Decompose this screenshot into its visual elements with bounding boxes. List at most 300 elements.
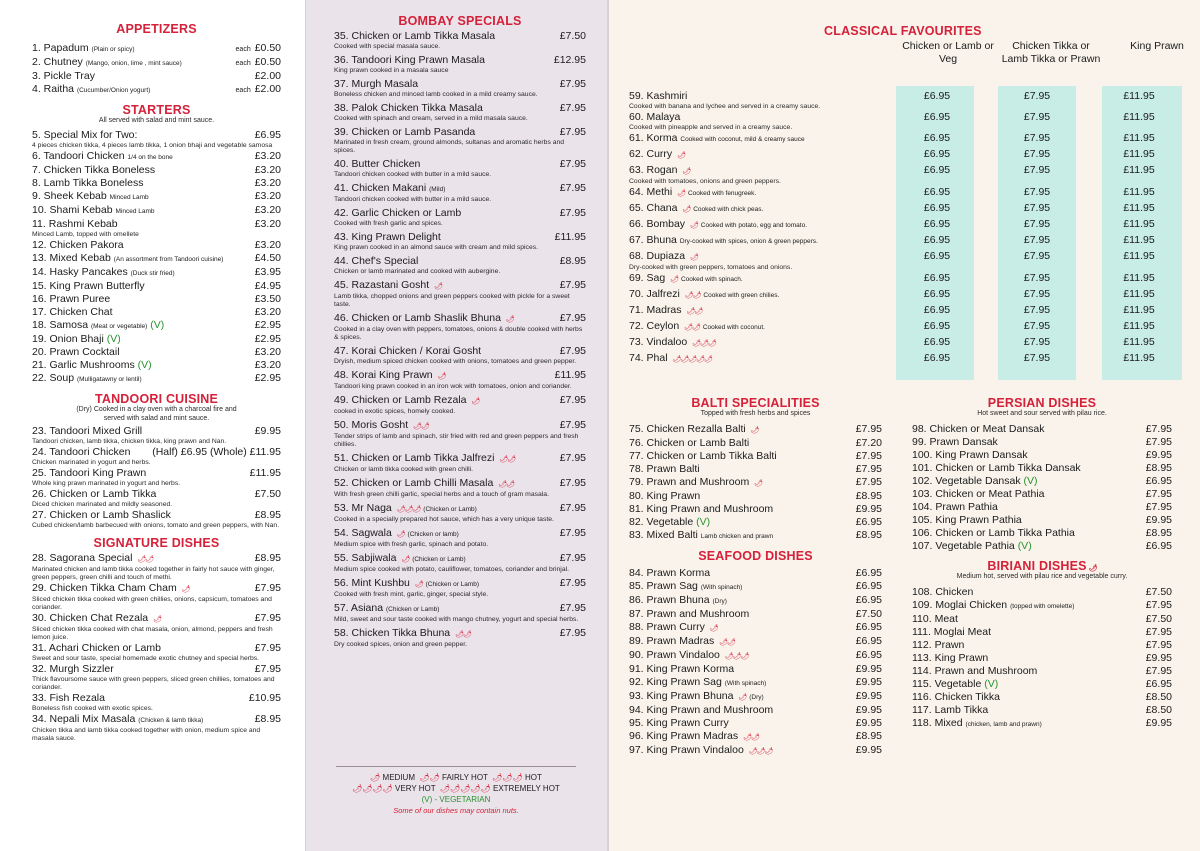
item-note: (Chicken or Lamb) — [385, 606, 440, 613]
item-note: (Dry) — [749, 693, 764, 701]
item-price: £4.95 — [254, 279, 281, 292]
menu-item — [334, 577, 586, 591]
item-note: Cooked with potato, egg and tomato. — [700, 222, 808, 229]
signature-list — [32, 552, 281, 743]
item-price: £7.95 — [559, 182, 586, 194]
item-name — [629, 148, 897, 162]
price-tikka-prawn: £7.95 — [1023, 132, 1051, 144]
item-title: 101. Chicken or Lamb Tikka Dansak — [912, 461, 1081, 474]
item-note: (Chicken or Lamb) — [425, 581, 480, 588]
item-name — [912, 691, 1146, 704]
menu-item — [629, 704, 882, 717]
item-note: Lamb chicken and prawn — [700, 532, 774, 540]
item-title: 15. King Prawn Butterfly — [32, 279, 145, 292]
item-name — [629, 516, 856, 529]
item-description: Chicken or lamb marinated and cooked with aubergine. — [334, 268, 501, 275]
item-price: £7.95 — [855, 475, 882, 488]
column-header-1: Chicken or Lamb or Veg — [902, 40, 994, 65]
item-name — [629, 336, 897, 350]
item-name — [912, 599, 1146, 613]
price-king-prawn: £11.95 — [1123, 111, 1155, 123]
item-description: Tandoori king prawn cooked in an iron wok with tomatoes, onion and coriander. — [334, 383, 572, 390]
item-name — [629, 90, 897, 103]
menu-item — [629, 730, 882, 744]
item-note: Minced Lamb — [109, 193, 149, 201]
menu-item — [912, 436, 1172, 449]
menu-panel-middle — [306, 0, 608, 851]
item-title: 116. Chicken Tikka — [912, 690, 1000, 703]
menu-item — [912, 704, 1172, 717]
price-chicken-lamb-veg: £6.95 — [923, 132, 951, 144]
item-title: 54. Sagwala — [334, 527, 392, 539]
item-description: cooked in exotic spices, homely cooked. — [334, 408, 456, 415]
lower-left-column — [609, 396, 892, 758]
item-name — [629, 663, 856, 676]
item-description: Tandoori chicken cooked with butter in a mild sauce. — [334, 171, 492, 178]
item-price: £9.95 — [1145, 651, 1172, 664]
biriani-list — [912, 586, 1172, 731]
item-title: 2. Chutney — [32, 56, 83, 68]
item-title: 32. Murgh Sizzler — [32, 663, 114, 676]
item-name — [912, 613, 1146, 626]
item-price: £9.95 — [1145, 448, 1172, 461]
chili-icon: 🌶 — [754, 479, 763, 487]
item-title: 41. Chicken Makani — [334, 182, 427, 194]
item-price: £6.95 — [855, 620, 882, 633]
item-name — [334, 527, 560, 541]
item-title: 55. Sabjiwala — [334, 552, 397, 564]
item-price: £3.50 — [254, 292, 281, 305]
item-name — [32, 359, 255, 372]
item-name — [32, 239, 255, 252]
item-title: 108. Chicken — [912, 585, 974, 598]
menu-item — [32, 129, 281, 142]
classical-item — [629, 272, 1182, 286]
item-title: 46. Chicken or Lamb Shaslik Bhuna — [334, 312, 501, 324]
item-title: 49. Chicken or Lamb Rezala — [334, 394, 467, 406]
item-title: 97. King Prawn Vindaloo — [629, 743, 744, 756]
item-price: £6.95 — [855, 579, 882, 592]
item-name — [629, 423, 856, 437]
chili-icon: 🌶 — [670, 276, 679, 283]
classical-item — [629, 202, 1182, 216]
menu-item — [334, 30, 586, 43]
menu-item — [629, 594, 882, 608]
item-description: Minced Lamb, topped with omellete — [32, 230, 139, 238]
item-name — [32, 56, 236, 70]
item-description: Cooked with pineapple and served in a creamy sauce. — [629, 124, 793, 131]
chili-icon: 🌶🌶 — [413, 423, 429, 430]
classical-item — [629, 186, 1182, 200]
item-title: 56. Mint Kushbu — [334, 577, 410, 589]
item-name — [629, 234, 897, 248]
menu-item — [32, 70, 281, 83]
item-name — [912, 436, 1146, 449]
item-price: £7.95 — [559, 345, 586, 357]
item-title: 95. King Prawn Curry — [629, 716, 729, 729]
classical-item — [629, 164, 1182, 178]
item-price: £7.95 — [559, 627, 586, 639]
item-title: 100. King Prawn Dansak — [912, 448, 1028, 461]
menu-item — [629, 663, 882, 676]
item-name — [32, 218, 255, 231]
column-header-3: King Prawn — [1130, 40, 1184, 52]
chili-icon: 🌶 — [677, 152, 685, 159]
chili-icon: 🌶🌶🌶 — [692, 340, 716, 347]
item-title: 6. Tandoori Chicken — [32, 149, 125, 162]
item-name — [334, 369, 555, 383]
item-title: 1. Papadum — [32, 42, 89, 54]
item-description: Cooked with special masala sauce. — [334, 43, 441, 50]
classical-item — [629, 90, 1182, 103]
column-header-2: Chicken Tikka or Lamb Tikka or Prawn — [1001, 40, 1101, 65]
item-description: Chicken tikka and lamb tikka cooked together with onion, medium spice and masala sauce. — [32, 727, 261, 743]
item-name — [629, 202, 897, 216]
menu-item — [32, 218, 281, 231]
menu-item — [334, 419, 586, 433]
item-description: Marinated chicken and lamb tikka cooked together in fairly hot sauce with ginger, green peppers, green chilli and touch of methi. — [32, 566, 275, 582]
item-note: Cooked with chick peas. — [693, 206, 764, 213]
item-price: £11.95 — [554, 231, 586, 243]
item-description: Dryish, medium spiced chicken cooked with onions, tomatoes and green pepper. — [334, 358, 577, 365]
item-name — [912, 639, 1146, 652]
item-price: £7.95 — [559, 126, 586, 138]
menu-item — [629, 423, 882, 437]
price-tikka-prawn: £7.95 — [1023, 320, 1051, 332]
menu-item — [912, 449, 1172, 462]
item-note: (Mango, onion, lime , mint sauce) — [85, 60, 182, 67]
classical-item — [629, 111, 1182, 124]
item-description: Dry-cooked with green peppers, tomatoes and onions. — [629, 264, 793, 271]
item-title: 14. Hasky Pancakes — [32, 265, 128, 278]
vegetarian-mark: (V) — [150, 318, 165, 331]
item-price: £6.95 — [855, 566, 882, 579]
item-name — [334, 627, 560, 641]
item-price: £8.95 — [855, 528, 882, 541]
menu-item — [32, 692, 281, 705]
menu-item — [629, 744, 882, 758]
item-name — [32, 129, 255, 142]
item-name — [32, 164, 255, 177]
item-title: 13. Mixed Kebab — [32, 251, 111, 264]
menu-item — [32, 582, 281, 596]
item-title: 114. Prawn and Mushroom — [912, 664, 1038, 677]
item-name — [912, 462, 1146, 475]
item-title: 42. Garlic Chicken or Lamb — [334, 207, 462, 219]
item-name — [912, 501, 1146, 514]
item-name — [32, 333, 255, 346]
item-price: £7.95 — [855, 449, 882, 462]
item-price: £6.95 — [855, 593, 882, 606]
menu-item — [912, 488, 1172, 501]
item-name — [629, 567, 856, 580]
price-king-prawn: £11.95 — [1123, 320, 1155, 332]
item-title: 51. Chicken or Lamb Tikka Jalfrezi — [334, 452, 495, 464]
price-king-prawn: £11.95 — [1123, 272, 1155, 284]
vegetarian-mark: (V) — [1023, 474, 1038, 487]
item-price: £8.50 — [1145, 690, 1172, 703]
item-note: Dry-cooked with spices, onion & green peppers. — [679, 238, 818, 245]
item-price: £7.95 — [1145, 625, 1172, 638]
chili-icon: 🌶🌶 — [499, 456, 516, 463]
item-price: £6.95 — [254, 128, 281, 141]
item-description: Medium spice with fresh garlic, spinach and potato. — [334, 541, 489, 548]
menu-item — [334, 102, 586, 115]
item-price: £3.20 — [254, 217, 281, 230]
menu-item — [32, 346, 281, 359]
item-price: £8.95 — [254, 509, 281, 522]
item-name — [629, 132, 897, 146]
item-name — [32, 692, 249, 705]
price-chicken-lamb-veg: £6.95 — [923, 202, 951, 214]
balti-list — [629, 423, 882, 543]
menu-item — [334, 394, 586, 408]
item-name — [32, 42, 236, 56]
menu-item — [32, 642, 281, 655]
item-title: 27. Chicken or Lamb Shaslick — [32, 509, 171, 522]
item-title: 57. Asiana — [334, 602, 384, 614]
price-chicken-lamb-veg: £6.95 — [923, 288, 951, 300]
item-price: £7.20 — [855, 436, 882, 449]
item-title: 60. Malaya — [629, 111, 681, 123]
item-title: 61. Korma — [629, 132, 678, 144]
item-name — [334, 602, 560, 616]
item-price: £3.20 — [254, 163, 281, 176]
each-label: each — [235, 87, 251, 94]
item-name — [334, 207, 560, 220]
price-king-prawn: £11.95 — [1123, 186, 1155, 198]
menu-item — [32, 467, 281, 480]
item-title: 103. Chicken or Meat Pathia — [912, 487, 1045, 500]
chili-icon: 🌶🌶 — [743, 733, 759, 741]
item-name — [32, 70, 255, 83]
item-price: £7.95 — [559, 577, 586, 589]
chili-icon: 🌶 — [689, 254, 698, 261]
menu-item — [629, 567, 882, 580]
item-name — [629, 437, 856, 450]
item-title: 16. Prawn Puree — [32, 292, 111, 305]
item-note: (Mild) — [429, 186, 446, 193]
price-king-prawn: £11.95 — [1123, 234, 1155, 246]
item-title: 109. Moglai Chicken — [912, 598, 1008, 611]
price-chicken-lamb-veg: £6.95 — [923, 111, 951, 123]
price-chicken-lamb-veg: £6.95 — [923, 320, 951, 332]
item-price: £9.95 — [855, 716, 882, 729]
item-title: 96. King Prawn Madras — [629, 729, 739, 742]
menu-item — [912, 527, 1172, 540]
item-title: 104. Prawn Pathia — [912, 500, 998, 513]
item-name — [334, 502, 560, 516]
menu-item — [32, 552, 281, 566]
item-description: Sweet and sour taste, special homemade exotic chutney and special herbs. — [32, 655, 260, 663]
price-tikka-prawn: £7.95 — [1023, 218, 1051, 230]
classical-item — [629, 218, 1182, 232]
item-price: £9.95 — [855, 675, 882, 688]
item-description: King prawn cooked in a masala sauce — [334, 67, 449, 74]
item-name — [629, 704, 856, 717]
chili-icon: 🌶 — [153, 616, 161, 624]
item-name — [334, 158, 560, 171]
menu-item — [334, 312, 586, 326]
price-tikka-prawn: £7.95 — [1023, 164, 1051, 176]
menu-item — [912, 639, 1172, 652]
menu-item — [629, 608, 882, 621]
chili-icon: 🌶🌶 — [684, 324, 700, 331]
section-title-signature: SIGNATURE DISHES — [93, 536, 220, 551]
item-price: £6.95 — [855, 634, 882, 647]
item-name — [334, 54, 554, 67]
menu-item — [334, 369, 586, 383]
item-name — [912, 527, 1146, 540]
item-name — [32, 467, 250, 480]
item-price: £7.95 — [559, 527, 586, 539]
item-name — [32, 204, 255, 218]
price-king-prawn: £11.95 — [1123, 304, 1155, 316]
classical-item — [629, 148, 1182, 162]
item-price: £7.95 — [559, 602, 586, 614]
item-title: 98. Chicken or Meat Dansak — [912, 422, 1045, 435]
price-king-prawn: £11.95 — [1123, 164, 1155, 176]
price-tikka-prawn: £7.95 — [1023, 202, 1051, 214]
menu-item — [629, 580, 882, 594]
menu-item — [32, 190, 281, 204]
item-name — [32, 83, 236, 97]
item-price: £3.20 — [254, 358, 281, 371]
chili-icon: 🌶 — [1088, 564, 1097, 572]
menu-item — [32, 150, 281, 164]
item-name — [334, 279, 560, 293]
item-note: (Chicken or lamb) — [407, 531, 459, 538]
item-name — [629, 594, 856, 608]
item-title: 94. King Prawn and Mushroom — [629, 703, 774, 716]
item-note: (chicken, lamb and prawn) — [965, 720, 1042, 728]
menu-item — [334, 126, 586, 139]
item-name — [32, 642, 255, 655]
menu-item — [912, 586, 1172, 599]
item-name — [334, 255, 560, 268]
menu-item — [334, 158, 586, 171]
item-price: £9.95 — [855, 689, 882, 702]
row-spacer — [629, 366, 1182, 368]
price-chicken-lamb-veg: £6.95 — [923, 352, 951, 364]
item-description: Chicken or lamb tikka cooked with green chilli. — [334, 466, 474, 473]
menu-item — [32, 83, 281, 97]
item-price: £3.20 — [254, 149, 281, 162]
chili-icon: 🌶 — [738, 693, 747, 701]
item-name — [912, 449, 1146, 462]
item-description: With fresh green chilli garlic, special herbs and a touch of gram masala. — [334, 491, 549, 498]
item-title: 20. Prawn Cocktail — [32, 345, 120, 358]
item-name — [912, 514, 1146, 527]
item-name — [629, 730, 856, 744]
item-title: 11. Rashmi Kebab — [32, 217, 118, 230]
item-title: 111. Moglai Meat — [912, 625, 991, 638]
menu-item — [32, 509, 281, 522]
item-title: 85. Prawn Sag — [629, 579, 698, 592]
chili-icon: 🌶🌶 — [719, 638, 735, 646]
item-price: £3.20 — [254, 176, 281, 189]
price-tikka-prawn: £7.95 — [1023, 250, 1051, 262]
item-description: Boneless fish cooked with exotic spices. — [32, 705, 153, 713]
price-king-prawn: £11.95 — [1123, 336, 1155, 348]
nuts-warning: Some of our dishes may contain nuts. — [393, 806, 519, 815]
each-label: each — [235, 60, 251, 67]
persian-subtitle: Hot sweet and sour served with pilau rice. — [977, 410, 1107, 417]
item-price: £3.20 — [254, 189, 281, 202]
item-price: £9.95 — [855, 662, 882, 675]
item-title: 53. Mr Naga — [334, 502, 392, 514]
item-name — [334, 182, 560, 196]
menu-item — [912, 599, 1172, 613]
item-name — [334, 30, 560, 43]
item-description: 4 pieces chicken tikka, 4 pieces lamb tikka, 1 onion bhaji and vegetable samosa — [32, 141, 273, 149]
item-name — [32, 280, 255, 293]
chili-icon: 🌶 — [414, 581, 423, 588]
item-description: Thick flavoursome sauce with green peppers, sliced green chillies, tomatoes and coriander. — [32, 676, 275, 692]
item-title: 39. Chicken or Lamb Pasanda — [334, 126, 476, 138]
menu-item — [32, 488, 281, 501]
item-title: 118. Mixed — [912, 716, 963, 729]
item-description: Boneless chicken and minced lamb cooked in a mild creamy sauce. — [334, 91, 538, 98]
item-name — [32, 612, 255, 626]
item-name — [912, 586, 1146, 599]
vegetarian-key: (V) - VEGETARIAN — [421, 795, 491, 804]
classical-item — [629, 304, 1182, 318]
item-description: Dry cooked spices, onion and green pepper. — [334, 641, 468, 648]
item-price: £7.95 — [559, 477, 586, 489]
section-title-classical: CLASSICAL FAVOURITES — [824, 24, 982, 38]
item-note: (Chicken or Lamb) — [412, 556, 466, 563]
item-title: 10. Shami Kebab — [32, 203, 113, 216]
item-price: £2.95 — [254, 371, 281, 384]
item-price: £6.95 — [1145, 474, 1172, 487]
item-title: 5. Special Mix for Two: — [32, 128, 138, 141]
balti-subtitle: Topped with fresh herbs and spices — [700, 410, 811, 417]
tandoori-list — [32, 425, 281, 530]
item-description: Whole king prawn marinated in yogurt and herbs. — [32, 480, 181, 488]
price-tikka-prawn: £7.95 — [1023, 288, 1051, 300]
menu-item — [32, 425, 281, 438]
item-price: £7.95 — [559, 158, 586, 170]
item-price: £9.95 — [855, 703, 882, 716]
item-note: (Cucumber/Onion yogurt) — [76, 87, 151, 94]
item-price: £7.95 — [254, 642, 281, 655]
price-tikka-prawn: £7.95 — [1023, 234, 1051, 246]
price-king-prawn: £11.95 — [1123, 202, 1155, 214]
item-name — [334, 102, 560, 115]
menu-item — [334, 477, 586, 491]
item-description: Cooked with spinach and cream, served in a mild masala sauce. — [334, 115, 528, 122]
each-label: each — [235, 46, 251, 53]
item-description: Sliced chicken tikka cooked with green chillies, onions, capsicum, tomatoes and coriander. — [32, 596, 272, 612]
chili-icon: 🌶🌶 — [684, 292, 701, 299]
item-title: 19. Onion Bhaji — [32, 332, 104, 345]
item-name — [629, 218, 897, 232]
menu-item — [912, 540, 1172, 553]
item-name — [32, 372, 255, 386]
item-name — [912, 717, 1146, 731]
item-title: 87. Prawn and Mushroom — [629, 607, 750, 620]
item-note: (With spinach) — [724, 679, 767, 687]
item-title: 79. Prawn and Mushroom — [629, 475, 750, 488]
item-price: £7.50 — [254, 488, 281, 501]
menu-item — [912, 423, 1172, 436]
item-note: (Mulligatawny or lentil) — [76, 375, 142, 383]
item-name — [629, 490, 856, 503]
item-name — [912, 488, 1146, 501]
item-note: (topped with omelette) — [1010, 602, 1075, 610]
vegetarian-mark: (V) — [1017, 539, 1032, 552]
